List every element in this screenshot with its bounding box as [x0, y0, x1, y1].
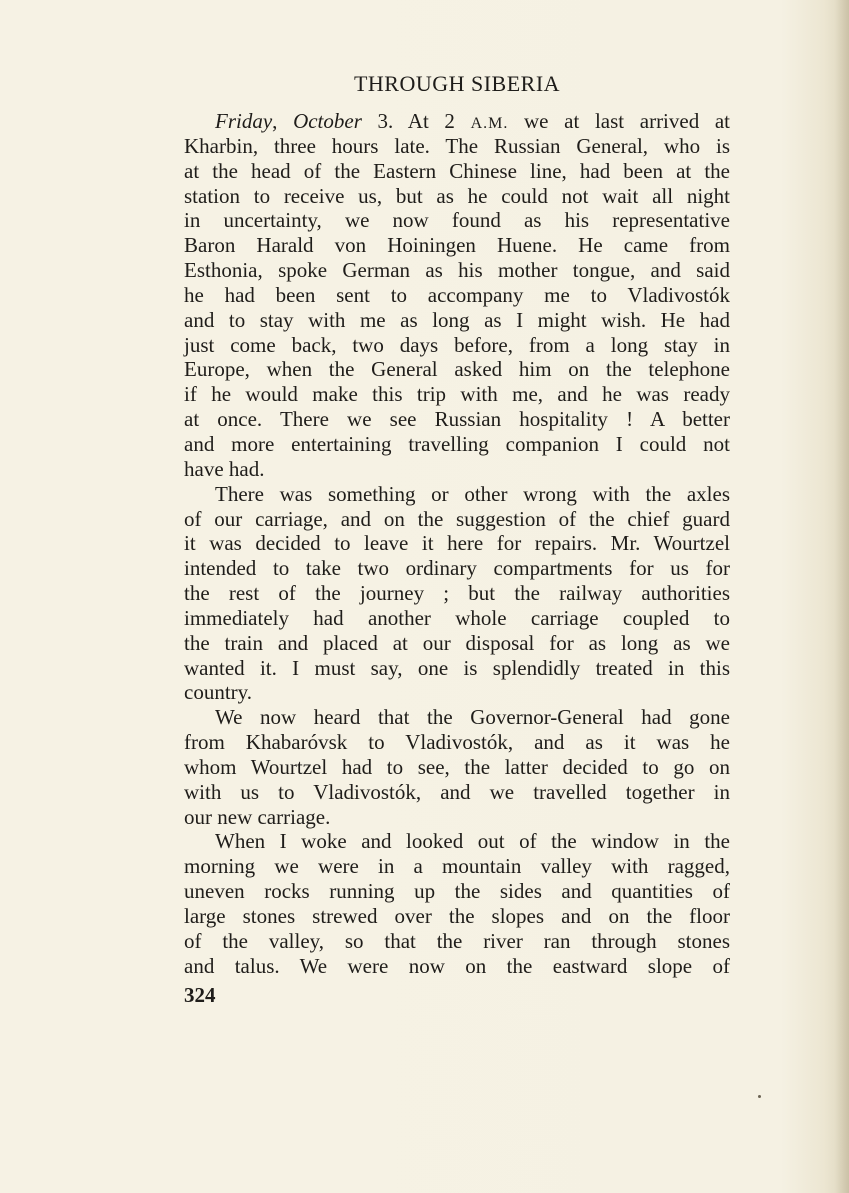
text-line: he had been sent to accompany me to Vladivostók: [184, 282, 730, 307]
text-line: uneven rocks running up the sides and quantities of: [184, 879, 730, 904]
text-line: if he would make this trip with me, and he was ready: [184, 382, 730, 407]
text-line: our new carriage.: [184, 804, 331, 829]
page-edge-shadow: [835, 0, 849, 1193]
paper-speck: [758, 1095, 761, 1098]
text-line: wanted it. I must say, one is splendidly treated in this: [184, 655, 730, 680]
text-line: We now heard that the Governor-General had gone: [215, 705, 730, 730]
text-line: and to stay with me as long as I might wish. He had: [184, 307, 730, 332]
text-line: intended to take two ordinary compartments for us for: [184, 556, 730, 581]
text-line: morning we were in a mountain valley with ragged,: [184, 854, 730, 879]
text-line: at the head of the Eastern Chinese line, had been at the: [184, 158, 730, 183]
body-text: [184, 109, 730, 979]
text-line: of our carriage, and on the suggestion of the chief guard: [184, 506, 730, 531]
text-line: Friday, October 3. At 2 A.M. we at last arrived at: [215, 109, 731, 133]
text-line: immediately had another whole carriage coupled to: [184, 605, 730, 630]
text-line: the rest of the journey ; but the railway authorities: [184, 581, 730, 606]
text-line: the train and placed at our disposal for as long as we: [184, 630, 730, 655]
text-line: large stones strewed over the slopes and on the floor: [184, 904, 730, 928]
text-line: and talus. We were now on the eastward slope of: [184, 953, 730, 978]
text-line: whom Wourtzel had to see, the latter decided to go on: [184, 754, 730, 779]
text-line: with us to Vladivostók, and we travelled together in: [184, 779, 730, 804]
page-number: 324: [184, 983, 216, 1007]
text-line: There was something or other wrong with the axles: [215, 481, 730, 506]
text-line: Europe, when the General asked him on the telephone: [184, 357, 730, 382]
text-line: Kharbin, three hours late. The Russian General, who is: [184, 133, 730, 158]
text-line: Baron Harald von Hoiningen Huene. He came from: [184, 233, 730, 258]
text-line: from Khabaróvsk to Vladivostók, and as it was he: [184, 730, 730, 755]
running-title: THROUGH SIBERIA: [353, 71, 561, 96]
text-line: Esthonia, spoke German as his mother tongue, and said: [184, 258, 730, 283]
text-line: and more entertaining travelling companion I could not: [184, 431, 730, 456]
text-line: just come back, two days before, from a long stay in: [184, 332, 730, 357]
text-line: country.: [184, 680, 253, 705]
text-line: at once. There we see Russian hospitality ! A better: [184, 407, 730, 432]
text-line: station to receive us, but as he could not wait all night: [184, 183, 730, 208]
text-line: it was decided to leave it here for repairs. Mr. Wourtzel: [184, 531, 730, 556]
text-line: When I woke and looked out of the window in the: [215, 829, 730, 854]
text-line: in uncertainty, we now found as his representative: [184, 208, 730, 233]
text-line: of the valley, so that the river ran through stones: [184, 928, 730, 953]
text-line: have had.: [184, 456, 265, 481]
